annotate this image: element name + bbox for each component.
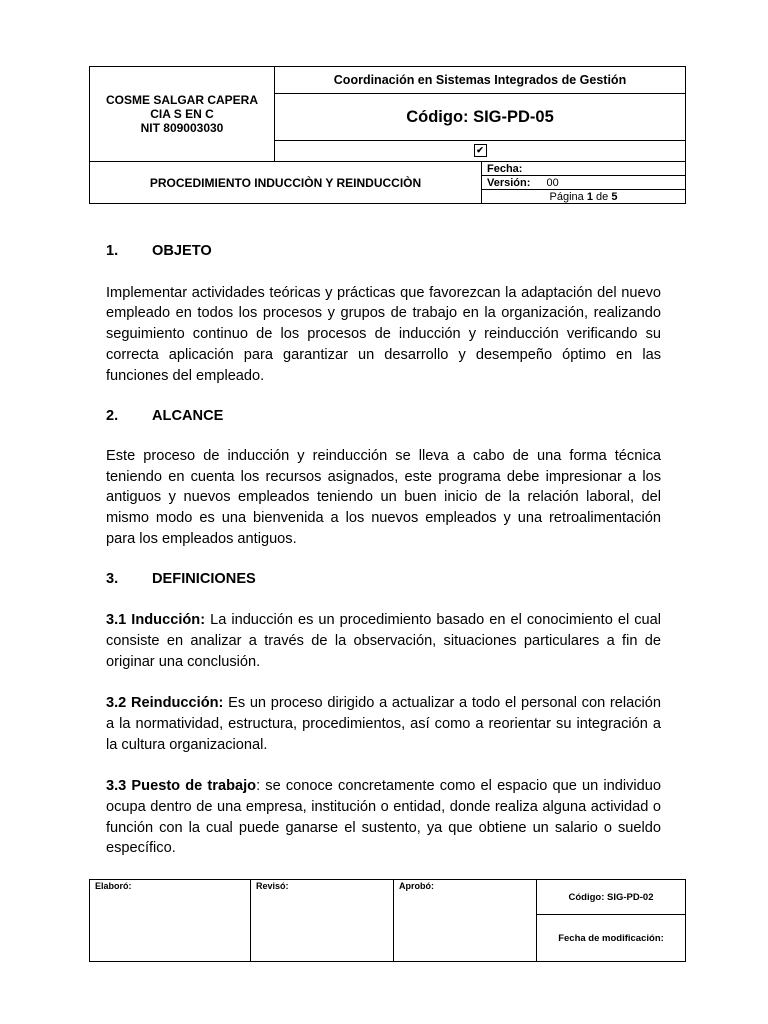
definition-term: 3.3 Puesto de trabajo bbox=[106, 778, 257, 795]
footer-code: Código: SIG-PD-02 bbox=[537, 880, 686, 915]
section-heading-definiciones bbox=[106, 569, 661, 590]
definition-term: 3.2 Reinducción: bbox=[106, 695, 224, 712]
fecha-field bbox=[482, 162, 686, 176]
section-number: 1. bbox=[106, 243, 119, 259]
checkbox-cell bbox=[275, 141, 686, 162]
section-heading-objeto bbox=[106, 241, 661, 262]
elaboro-field bbox=[90, 880, 251, 962]
checkbox-checked-icon: ✔ bbox=[474, 144, 487, 157]
section-heading-alcance bbox=[106, 406, 661, 427]
section-title: DEFINICIONES bbox=[152, 571, 256, 588]
version-label: Versión: bbox=[487, 176, 531, 189]
section-title: ALCANCE bbox=[152, 408, 224, 425]
company-nit: NIT 809003030 bbox=[140, 121, 224, 135]
company-type: CIA S EN C bbox=[150, 107, 214, 121]
coordination-title: Coordinación en Sistemas Integrados de Gestión bbox=[275, 67, 686, 94]
document-footer-table bbox=[89, 879, 686, 962]
alcance-paragraph: Este proceso de inducción y reinducción se lleva a cabo de una forma técnica teniendo en cuenta los recursos asignados, este programa debe impresionar a los antiguos y nuevos empleados teniendo un buen inicio de la relación laboral, del mismo modo es una bienvenida a los nuevos empleados y una retroalimentación para los empleados antiguos. bbox=[106, 447, 661, 547]
company-name: COSME SALGAR CAPERA bbox=[105, 93, 258, 107]
page-number bbox=[482, 190, 686, 204]
aprobo-label: Aprobó: bbox=[399, 881, 434, 891]
page-current: 1 bbox=[586, 190, 593, 203]
section-title: OBJETO bbox=[152, 243, 212, 259]
elaboro-label: Elaboró: bbox=[95, 881, 132, 891]
company-info bbox=[90, 67, 275, 162]
objeto-paragraph: Implementar actividades teóricas y prácticas que favorezcan la adaptación del nuevo empleado en todos los procesos y grupos de trabajo en la organización, realizando seguimiento continuo de los procesos de inducción y reinducción verificando su correcta aplicación para garantizar un desarrollo y desempeño óptimo en las funciones del empleado. bbox=[106, 284, 661, 384]
fecha-label: Fecha: bbox=[487, 162, 523, 175]
reviso-label: Revisó: bbox=[256, 881, 289, 891]
page-word: Página bbox=[549, 190, 584, 203]
definition-puesto-de-trabajo bbox=[106, 776, 661, 859]
document-body bbox=[106, 241, 661, 859]
reviso-field bbox=[251, 880, 394, 962]
procedure-title: PROCEDIMIENTO INDUCCIÒN Y REINDUCCIÒN bbox=[90, 162, 482, 204]
modification-date-field: Fecha de modificación: bbox=[537, 915, 686, 962]
page-total: 5 bbox=[611, 190, 618, 203]
definition-induccion bbox=[106, 610, 661, 672]
section-number: 3. bbox=[106, 571, 119, 588]
document-code: Código: SIG-PD-05 bbox=[275, 94, 686, 141]
version-value: 00 bbox=[546, 176, 559, 189]
definition-text: La inducción es un procedimiento basado en el conocimiento el cual consiste en analizar a través de la observación, situaciones particulares a fin de originar una conclusión. bbox=[106, 612, 661, 670]
document-header-table bbox=[89, 66, 686, 204]
version-field bbox=[482, 176, 686, 190]
definition-text: Es un proceso dirigido a actualizar a todo el personal con relación a la normatividad, estructura, procedimientos, así como a reorientar su integración a la cultura organizacional. bbox=[106, 695, 661, 753]
page-of: de bbox=[596, 190, 609, 203]
aprobo-field bbox=[394, 880, 537, 962]
section-number: 2. bbox=[106, 408, 119, 425]
definition-term: 3.1 Inducción: bbox=[106, 612, 206, 629]
definition-text: : se conoce concretamente como el espacio que un individuo ocupa dentro de una empresa, institución o entidad, donde realiza alguna actividad o función con la cual puede ganarse el sustento, ya que obtiene un salario o sueldo específico. bbox=[106, 778, 661, 857]
definition-reinduccion bbox=[106, 693, 661, 755]
